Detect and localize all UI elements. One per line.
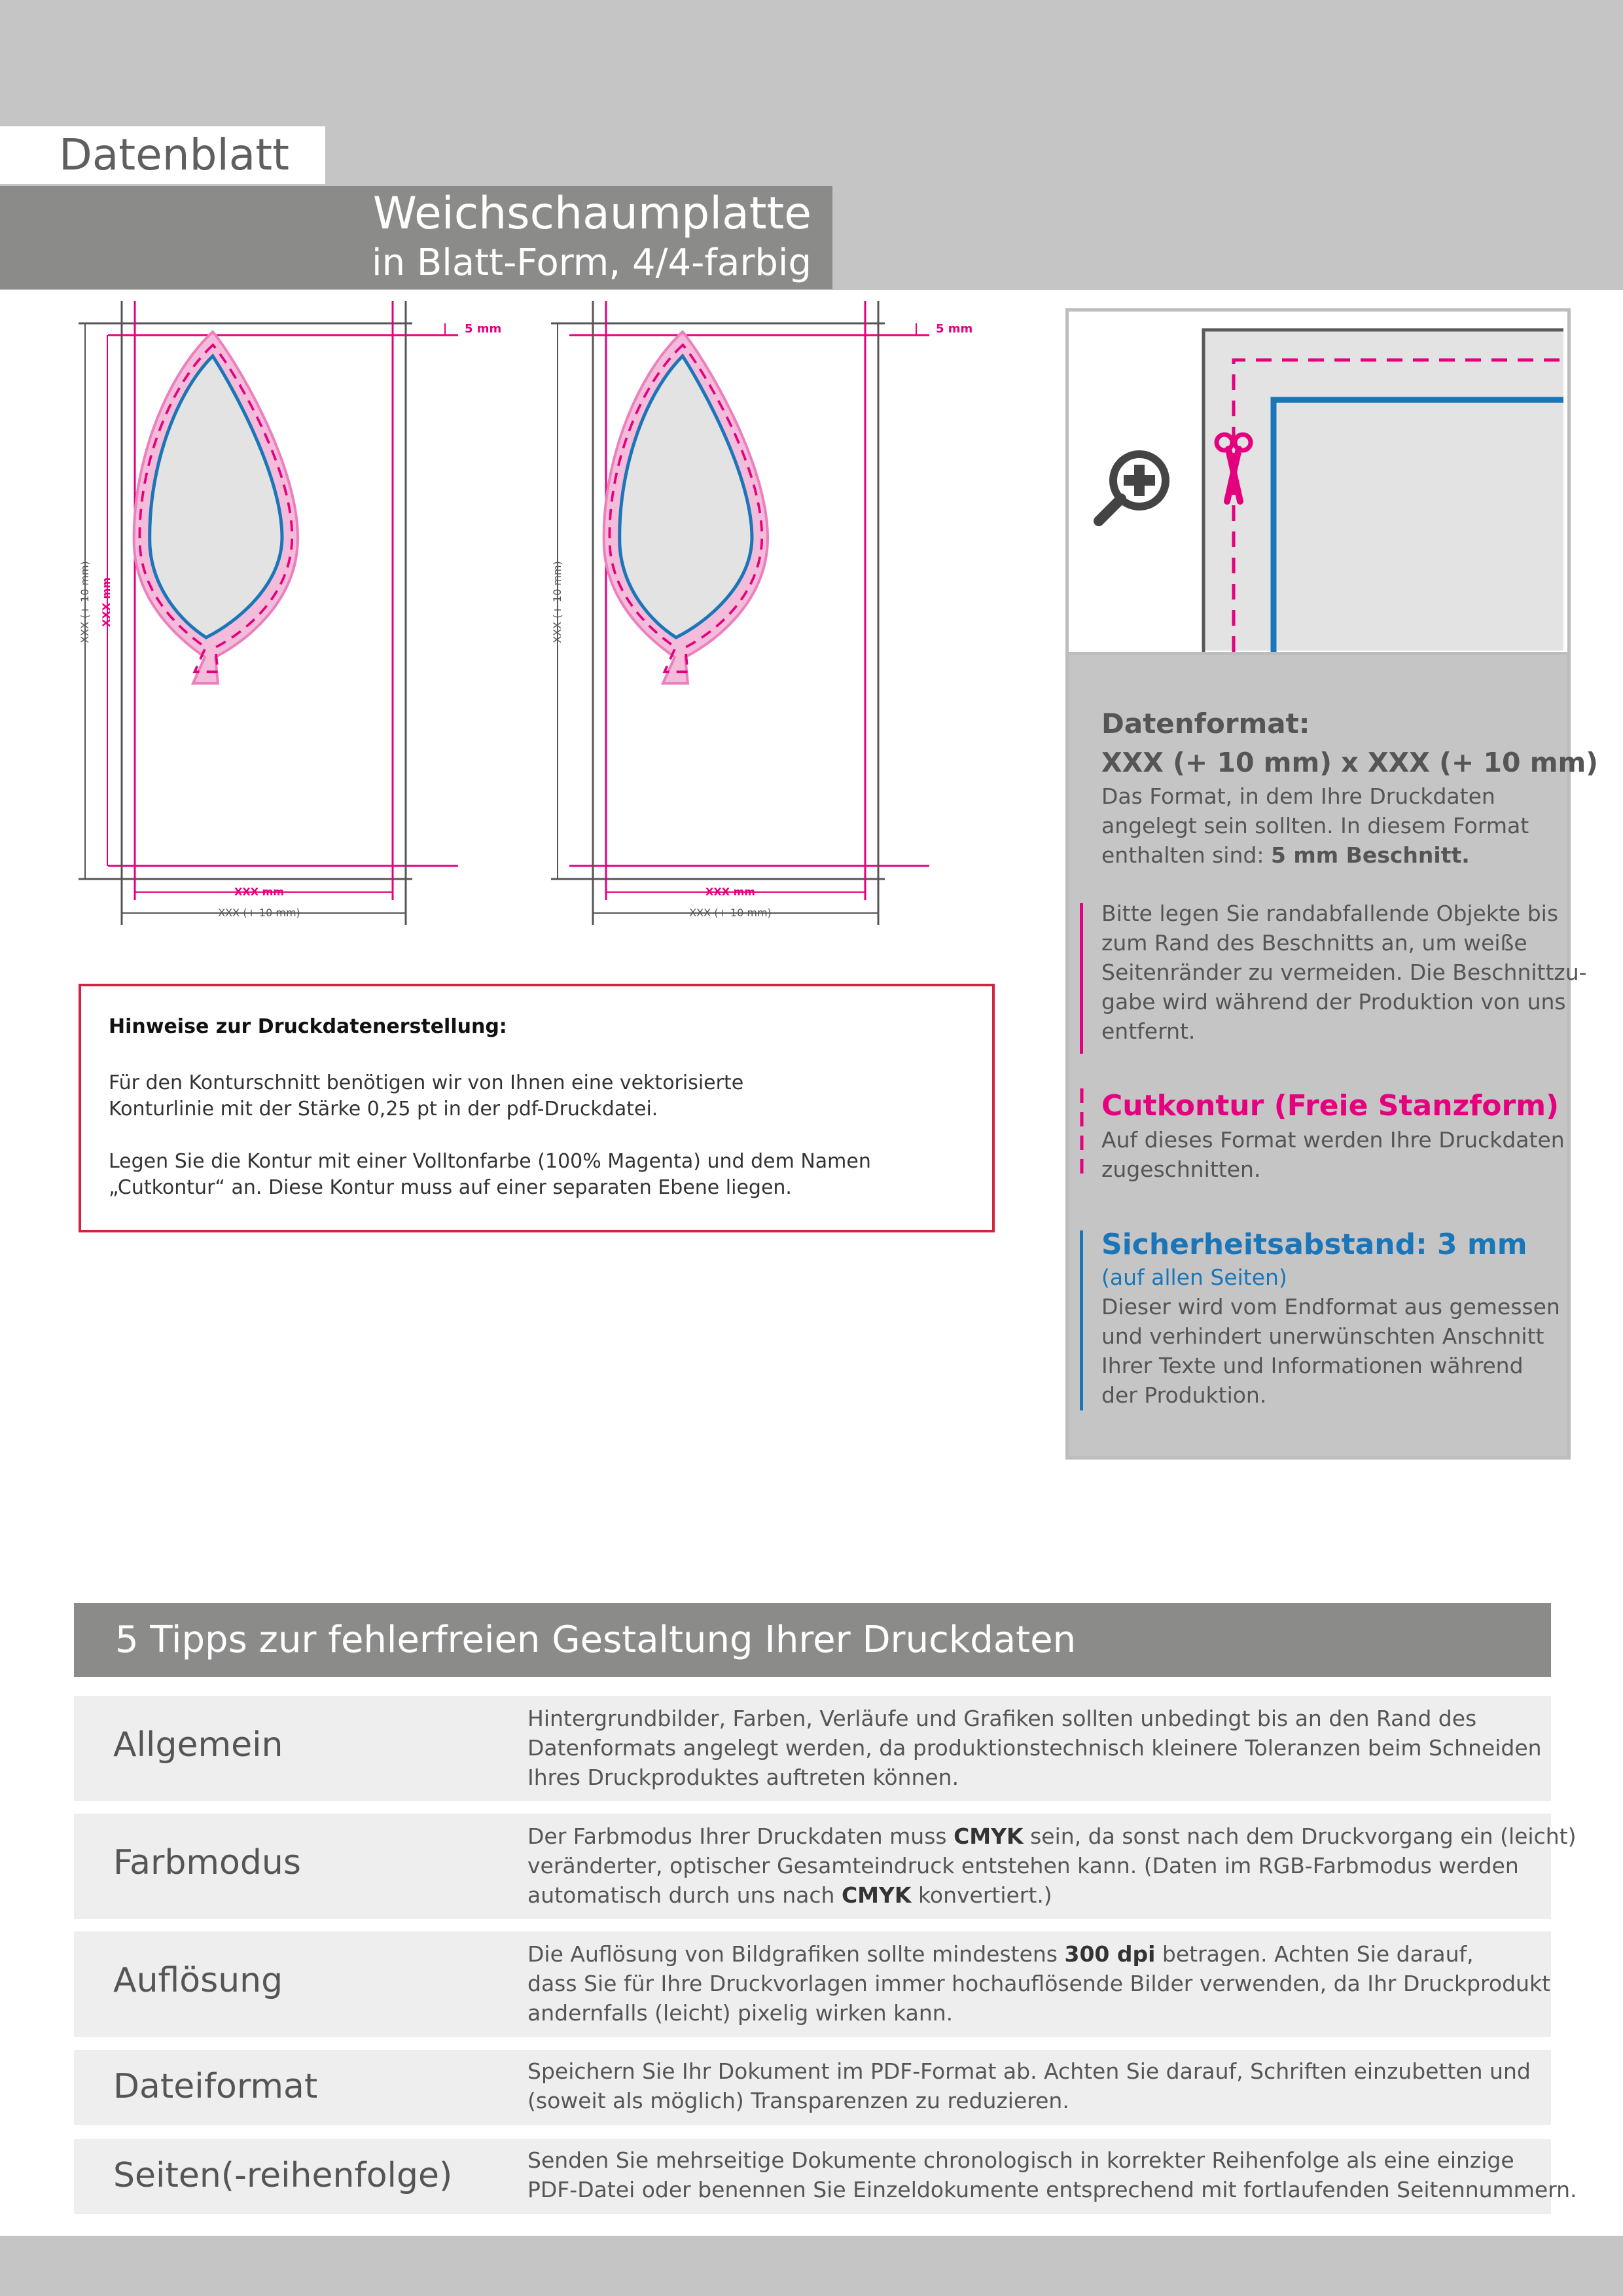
print-notes-line: Legen Sie die Kontur mit einer Volltonfarbe (100% Magenta) und dem Namen <box>109 1150 871 1173</box>
safety-heading: Sicherheitsabstand: 3 mm <box>1101 1228 1527 1261</box>
magnifier-plus-icon <box>1099 454 1166 521</box>
width-outer-right: XXX (+ 10 mm) <box>689 906 772 919</box>
cut-heading: Cutkontur (Freie Stanzform) <box>1101 1089 1560 1122</box>
bleed-text: gabe wird während der Produktion von uns <box>1101 989 1566 1014</box>
bleed-text: entfernt. <box>1101 1018 1196 1044</box>
corner-zoom-illustration <box>1069 312 1567 652</box>
tip-label: Dateiformat <box>113 2067 318 2106</box>
safety-text: und verhindert unerwünschten Anschnitt <box>1101 1323 1544 1349</box>
print-notes-line: „Cutkontur“ an. Diese Kontur muss auf einer separaten Ebene liegen. <box>109 1176 792 1199</box>
tip-label: Seiten(-reihenfolge) <box>113 2156 453 2195</box>
format-heading: Datenformat: <box>1101 708 1310 740</box>
format-text: Das Format, in dem Ihre Druckdaten <box>1101 783 1495 809</box>
bleed-text: Bitte legen Sie randabfallende Objekte bis <box>1101 901 1559 926</box>
tip-label: Auflösung <box>113 1961 283 2000</box>
bleed-text: zum Rand des Beschnitts an, um weiße <box>1101 930 1527 956</box>
safety-text: Dieser wird vom Endformat aus gemessen <box>1101 1294 1560 1319</box>
bleed-text: Seitenränder zu vermeiden. Die Beschnittzu- <box>1101 960 1587 985</box>
bleed-marker-bar <box>1080 903 1083 1054</box>
cut-text: zugeschnitten. <box>1101 1157 1261 1182</box>
height-inner-left: XXX mm <box>100 577 113 627</box>
tip-text: Speichern Sie Ihr Dokument im PDF-Format ab. Achten Sie darauf, Schriften einzubetten und (soweit als möglich) Transparenzen zu reduzieren. <box>527 2058 1531 2113</box>
leaf-diagrams <box>0 290 982 958</box>
safety-subheading: (auf allen Seiten) <box>1101 1265 1287 1290</box>
tip-text: Der Farbmodus Ihrer Druckdaten muss CMYK sein, da sonst nach dem Druckvorgang ein (leicht) veränderter, optischer Gesamteindruck entstehen kann. (Daten im RGB-Farbmodus werden automatisch durch uns nach CMYK konvertiert.) <box>527 1823 1577 1908</box>
safety-text: der Produktion. <box>1101 1382 1267 1408</box>
tip-text: Senden Sie mehrseitige Dokumente chronologisch in korrekter Reihenfolge als eine einzige PDF-Datei oder benennen Sie Einzeldokumente entsprechend mit fortlaufenden Seitennummern. <box>527 2147 1577 2202</box>
tip-label: Farbmodus <box>113 1843 301 1882</box>
safety-text: Ihrer Texte und Informationen während <box>1101 1353 1524 1378</box>
bleed-label-right: 5 mm <box>936 322 973 336</box>
cut-text: Auf dieses Format werden Ihre Druckdaten <box>1101 1127 1565 1153</box>
leaf-diagram-right <box>551 301 972 925</box>
leaf-diagram-left <box>79 301 501 925</box>
format-text: angelegt sein sollten. In diesem Format <box>1101 813 1529 838</box>
bottom-band <box>0 2236 1623 2296</box>
format-bleed-value: 5 mm Beschnitt. <box>1270 842 1470 868</box>
tip-text: Hintergrundbilder, Farben, Verläufe und Grafiken sollten unbedingt bis an den Rand des Datenformats angelegt werden, da produktionstechnisch kleinere Toleranzen beim Schneiden Ihres Druckproduktes auftreten können. <box>527 1706 1542 1790</box>
print-notes-line: Für den Konturschnitt benötigen wir von Ihnen eine vektorisierte <box>109 1071 744 1094</box>
safety-marker-bar <box>1080 1230 1083 1410</box>
bleed-label-left: 5 mm <box>465 322 502 336</box>
format-text: enthalten sind: 5 mm Beschnitt. <box>1101 842 1470 868</box>
datasheet-label: Datenblatt <box>59 130 290 180</box>
height-outer-right: XXX (+ 10 mm) <box>551 561 563 643</box>
cut-marker-bar <box>1079 1088 1085 1180</box>
print-notes-line: Konturlinie mit der Stärke 0,25 pt in der pdf-Druckdatei. <box>109 1098 658 1121</box>
product-subtitle: in Blatt-Form, 4/4-farbig <box>372 242 812 284</box>
tip-text: Die Auflösung von Bildgrafiken sollte mindestens 300 dpi betragen. Achten Sie darauf, dass Sie für Ihre Druckvorlagen immer hochauflösende Bilder verwenden, da Ihr Druckprodukt andernfalls (leicht) pixelig wirken kann. <box>527 1941 1550 2026</box>
tips-title: 5 Tipps zur fehlerfreien Gestaltung Ihrer Druckdaten <box>115 1619 1077 1661</box>
width-inner-left: XXX mm <box>234 886 284 898</box>
format-value: XXX (+ 10 mm) x XXX (+ 10 mm) <box>1101 747 1598 778</box>
height-outer-left: XXX (+ 10 mm) <box>79 561 91 643</box>
tip-label: Allgemein <box>113 1725 283 1765</box>
width-outer-left: XXX (+ 10 mm) <box>218 906 300 919</box>
width-inner-right: XXX mm <box>705 886 755 898</box>
print-notes-title: Hinweise zur Druckdatenerstellung: <box>109 1015 507 1038</box>
product-name: Weichschaumplatte <box>372 188 812 240</box>
